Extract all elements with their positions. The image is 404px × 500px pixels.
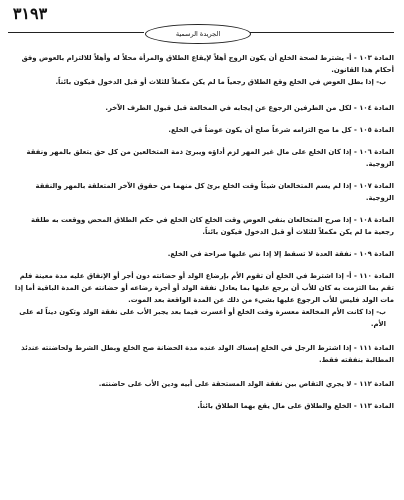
article-112 <box>10 378 394 390</box>
articles-body <box>10 52 394 412</box>
article-paragraph: المادة ١٠٣ - أ- يشترط لصحة الخلع أن يكون الزوج أهلاً لإيقاع الطلاق والمرأة محلاً له وأهلاً للالتزام بالعوض وفق أحكام هذا القانون. <box>21 54 394 74</box>
article-paragraph: المادة ١١٢ - لا يجري التقاص بين نفقة الولد المستحقة على أبيه ودين الأب على حاضنته. <box>98 380 394 388</box>
header-rule-left <box>8 32 144 33</box>
header-rule-right <box>250 32 394 33</box>
gazette-masthead: الجريدة الرسمية <box>145 24 251 44</box>
article-106 <box>10 146 394 170</box>
article-105 <box>10 124 394 136</box>
page-number: ٣١٩٣ <box>12 4 48 23</box>
article-paragraph: المادة ١٠٨ - إذا صرح المتخالعان بنفي العوض وقت الخلع كان الخلع في حكم الطلاق المحض ووقعت به طلقة رجعية ما لم يكن مكملاً للثلاث أو قبل الدخول فيكون بائناً. <box>30 216 394 236</box>
article-paragraph: المادة ١٠٤ - لكل من الطرفين الرجوع عن إيجابه في المخالعة قبل قبول الطرف الآخر. <box>105 104 394 112</box>
article-103 <box>10 52 394 88</box>
article-113 <box>10 400 394 412</box>
article-107 <box>10 180 394 204</box>
article-paragraph: المادة ١٠٦ - إذا كان الخلع على مال غير المهر لزم أداؤه ويبرئ ذمة المتخالعين من كل حق يتعلق بالمهر ونفقة الزوجية. <box>26 148 394 168</box>
article-paragraph: المادة ١٠٥ - كل ما صح التزامه شرعاً صلح أن يكون عوضاً في الخلع. <box>168 126 394 134</box>
article-paragraph: المادة ١١١ - إذا اشترط الرجل في الخلع إمساك الولد عنده مدة الحضانة صح الخلع وبطل الشرط ولحاضنته عندئذ المطالبة بنفقته فقط. <box>21 344 394 364</box>
article-104 <box>10 102 394 114</box>
article-paragraph: ب- إذا كانت الأم المخالعة معسرة وقت الخلع أو أعسرت فيما بعد يجبر الأب على نفقة الولد وتكون ديناً له على الأم. <box>19 308 386 328</box>
article-paragraph: المادة ١٠٧ - إذا لم يسم المتخالعان شيئاً وقت الخلع برئ كل منهما من حقوق الآخر المتعلقة بالمهر والنفقة الزوجية. <box>35 182 394 202</box>
article-109 <box>10 248 394 260</box>
article-paragraph: المادة ١١٠ - أ- إذا اشترط في الخلع أن تقوم الأم بإرضاع الولد أو حضانته دون أجر أو الإنفاق عليه مدة معينة فلم تقم بما التزمت به كان للأب أن يرجع عليها بما يعادل نفقة الولد أو أجرة رضاعه أو حضانته عن المدة الباقية أما إذا مات الولد فليس للأب الرجوع عليها بشيء من ذلك عن المدة الواقعة بعد الموت. <box>14 272 394 304</box>
article-108 <box>10 214 394 238</box>
article-111 <box>10 342 394 366</box>
article-paragraph: المادة ١١٣ - الخلع والطلاق على مال يقع بهما الطلاق بائناً. <box>197 402 394 410</box>
article-paragraph: المادة ١٠٩ - نفقة العدة لا تسقط إلا إذا نص عليها صراحة في الخلع. <box>167 250 394 258</box>
article-110 <box>10 270 394 330</box>
article-paragraph: ب- إذا بطل العوض في الخلع وقع الطلاق رجعياً ما لم يكن مكملاً للثلاث أو قبل الدخول فيكون بائناً. <box>55 78 386 86</box>
